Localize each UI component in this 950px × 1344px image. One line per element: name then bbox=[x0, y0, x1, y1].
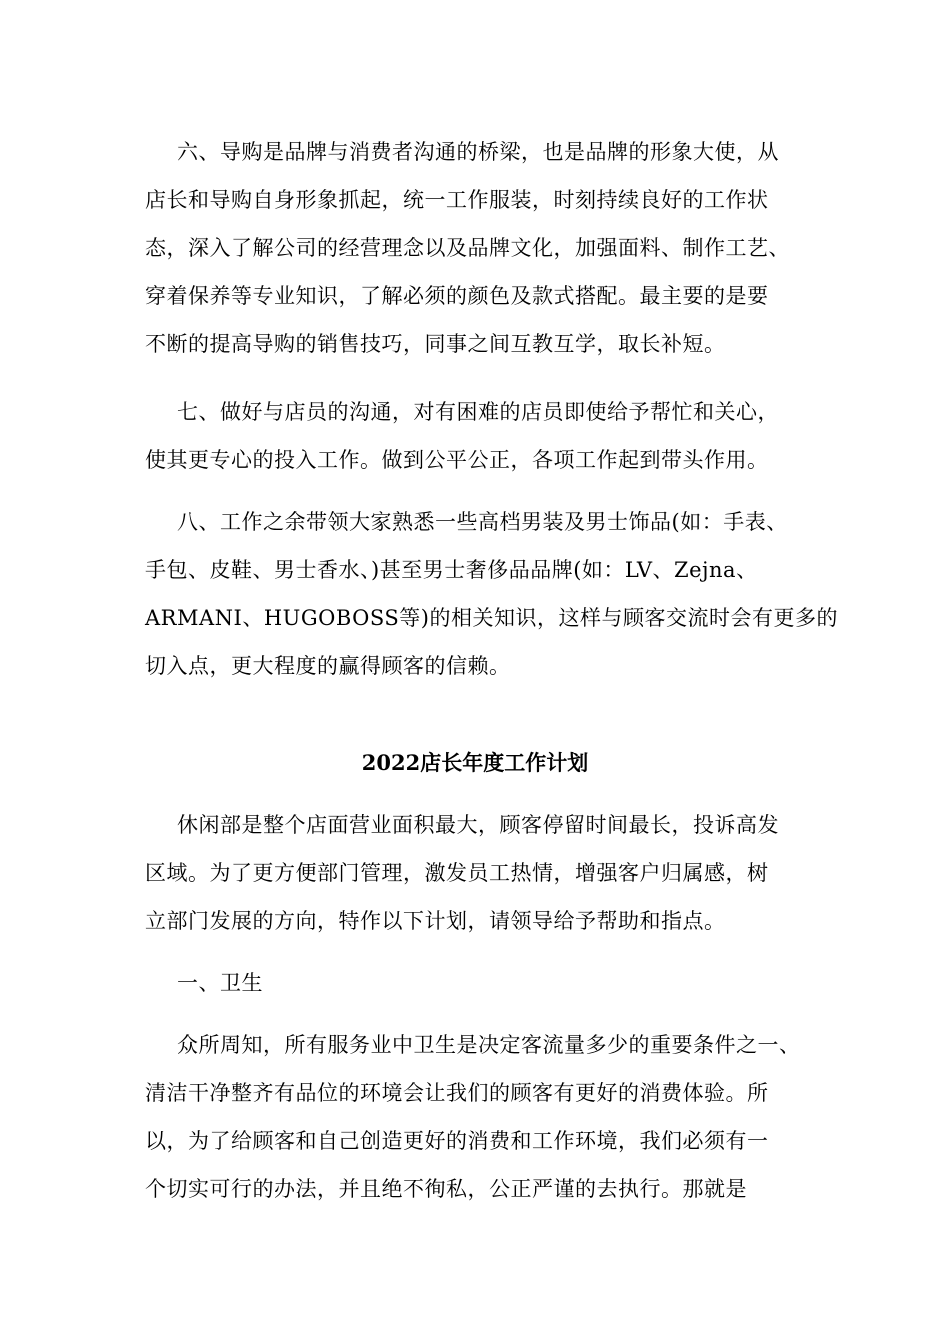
subsection-heading: 一、卫生 bbox=[177, 971, 263, 995]
paragraph-line: 区域。为了更方便部门管理，激发员工热情，增强客户归属感，树 bbox=[145, 861, 769, 885]
paragraph-line: 不断的提高导购的销售技巧，同事之间互教互学，取长补短。 bbox=[145, 332, 726, 356]
paragraph-line: 众所周知，所有服务业中卫生是决定客流量多少的重要条件之一、 bbox=[177, 1033, 801, 1057]
paragraph-line: 八、工作之余带领大家熟悉一些高档男装及男士饰品(如：手表、 bbox=[177, 510, 788, 534]
paragraph-line: 休闲部是整个店面营业面积最大，顾客停留时间最长，投诉高发 bbox=[177, 813, 779, 837]
paragraph-line: 立部门发展的方向，特作以下计划，请领导给予帮助和指点。 bbox=[145, 909, 726, 933]
paragraph-line: 个切实可行的办法，并且绝不徇私，公正严谨的去执行。那就是 bbox=[145, 1177, 747, 1201]
section-title: 2022店长年度工作计划 bbox=[361, 750, 589, 775]
paragraph-line: 穿着保养等专业知识，了解必须的颜色及款式搭配。最主要的是要 bbox=[145, 284, 769, 308]
paragraph-line: 店长和导购自身形象抓起，统一工作服装，时刻持续良好的工作状 bbox=[145, 188, 769, 212]
paragraph-line: 手包、皮鞋、男士香水、)甚至男士奢侈品品牌(如：LV、Zejna、 bbox=[145, 558, 758, 582]
paragraph-line: 态，深入了解公司的经营理念以及品牌文化，加强面料、制作工艺、 bbox=[145, 236, 790, 260]
paragraph-line: 切入点，更大程度的赢得顾客的信赖。 bbox=[145, 654, 511, 678]
paragraph-line: 清洁干净整齐有品位的环境会让我们的顾客有更好的消费体验。所 bbox=[145, 1081, 769, 1105]
paragraph-line: 以，为了给顾客和自己创造更好的消费和工作环境，我们必须有一 bbox=[145, 1129, 769, 1153]
paragraph-line: 使其更专心的投入工作。做到公平公正，各项工作起到带头作用。 bbox=[145, 448, 769, 472]
paragraph-line: 六、导购是品牌与消费者沟通的桥梁，也是品牌的形象大使，从 bbox=[177, 140, 779, 164]
paragraph-line: ARMANI、HUGOBOSS等)的相关知识，这样与顾客交流时会有更多的 bbox=[145, 606, 838, 630]
paragraph-line: 七、做好与店员的沟通，对有困难的店员即使给予帮忙和关心， bbox=[177, 400, 779, 424]
